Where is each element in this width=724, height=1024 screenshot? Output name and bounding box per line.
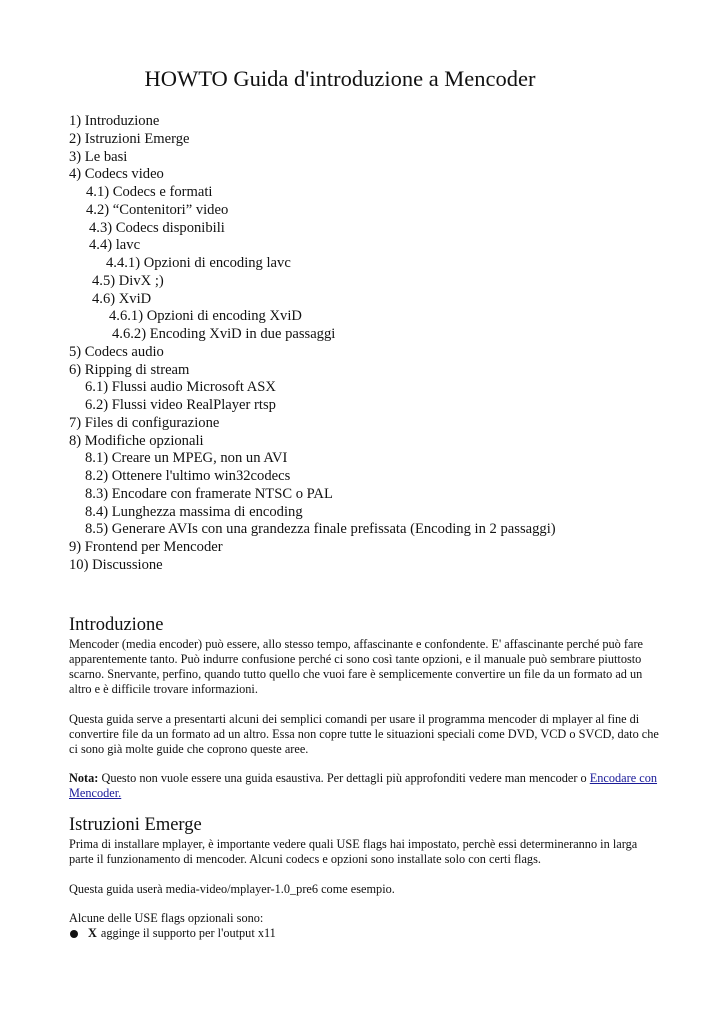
- toc-item: 3) Le basi: [69, 148, 128, 165]
- toc-item: 4.6.2) Encoding XviD in due passaggi: [112, 326, 336, 342]
- toc-item: 4) Codecs video: [69, 166, 164, 183]
- paragraph: Prima di installare mplayer, è importante vedere quali USE flags hai impostato, perchè essi determineranno in larga parte il funzionamento di mencoder. Alcuni codecs e opzioni sono installate solo con certi flags.: [69, 837, 638, 866]
- document-title: HOWTO Guida d'introduzione a Mencoder: [144, 66, 536, 91]
- section-istruzioni-emerge: [69, 814, 659, 941]
- toc-item: 8.3) Encodare con framerate NTSC o PAL: [85, 485, 333, 502]
- paragraph: Questa guida userà media-video/mplayer-1.0_pre6 come esempio.: [69, 881, 395, 896]
- toc-item: 1) Introduzione: [69, 113, 160, 129]
- section-heading: Introduzione: [69, 615, 164, 635]
- toc-item: 10) Discussione: [69, 556, 163, 573]
- flag-term: X: [88, 926, 97, 940]
- paragraph: Questa guida serve a presentarti alcuni dei semplici comandi per usare il programma mencoder di mplayer al fine di convertire file da un formato ad un altro. Essa non copre tutte le situazioni speciali come DVD, VCD o SVCD, dato che ci sono già molte guide che coprono queste aree.: [69, 711, 659, 756]
- note-text: Questo non vuole essere una guida esaustiva. Per dettagli più approfonditi vedere man mencoder o: [98, 771, 590, 785]
- note-label: Nota:: [69, 771, 99, 785]
- table-of-contents: [69, 113, 556, 575]
- toc-item: 4.1) Codecs e formati: [86, 184, 213, 200]
- toc-item: 8.1) Creare un MPEG, non un AVI: [85, 450, 288, 467]
- toc-item: 8.5) Generare AVIs con una grandezza finale prefissata (Encoding in 2 passaggi): [85, 521, 556, 538]
- toc-item: 6.1) Flussi audio Microsoft ASX: [85, 379, 276, 396]
- toc-item: 8.4) Lunghezza massima di encoding: [85, 503, 303, 520]
- toc-item: 7) Files di configurazione: [69, 414, 220, 431]
- toc-item: 4.2) “Contenitori” video: [86, 201, 229, 218]
- toc-item: 8) Modifiche opzionali: [69, 432, 204, 449]
- toc-item: 2) Istruzioni Emerge: [69, 130, 190, 147]
- toc-item: 4.5) DivX ;): [92, 272, 164, 289]
- paragraph: Alcune delle USE flags opzionali sono:: [69, 911, 264, 925]
- section-heading: Istruzioni Emerge: [69, 815, 202, 835]
- toc-item: 5) Codecs audio: [69, 343, 164, 360]
- toc-item: 4.4.1) Opzioni di encoding lavc: [106, 255, 291, 271]
- toc-item: 4.6) XviD: [92, 290, 152, 307]
- bullet-icon: [70, 930, 78, 938]
- paragraph: Mencoder (media encoder) può essere, allo stesso tempo, affascinante e confondente. E' affascinante perché può fare apparentemente tanto. Può indurre confusione perché ci sono così tante opzioni, e il manuale può sembrare piuttosto scarno. Snervante, perfino, quando tutto quello che vuoi fare è semplicemente convertire un file da un formato ad un altro e è difficile trovare informazioni.: [69, 637, 643, 696]
- list-item: [69, 926, 659, 941]
- toc-item: 6) Ripping di stream: [69, 361, 190, 378]
- encodare-con-mencoder-link[interactable]: Encodare con Mencoder.: [69, 771, 658, 800]
- toc-item: 6.2) Flussi video RealPlayer rtsp: [85, 397, 276, 413]
- toc-item: 4.3) Codecs disponibili: [89, 219, 225, 236]
- section-introduzione: [69, 614, 659, 801]
- toc-item: 8.2) Ottenere l'ultimo win32codecs: [85, 468, 291, 484]
- toc-item: 4.4) lavc: [89, 237, 141, 254]
- toc-item: 9) Frontend per Mencoder: [69, 539, 223, 555]
- toc-item: 4.6.1) Opzioni di encoding XviD: [109, 308, 302, 325]
- note-paragraph: [69, 771, 659, 801]
- flag-description: agginge il supporto per l'output x11: [100, 926, 276, 940]
- use-flags-list: [69, 926, 659, 941]
